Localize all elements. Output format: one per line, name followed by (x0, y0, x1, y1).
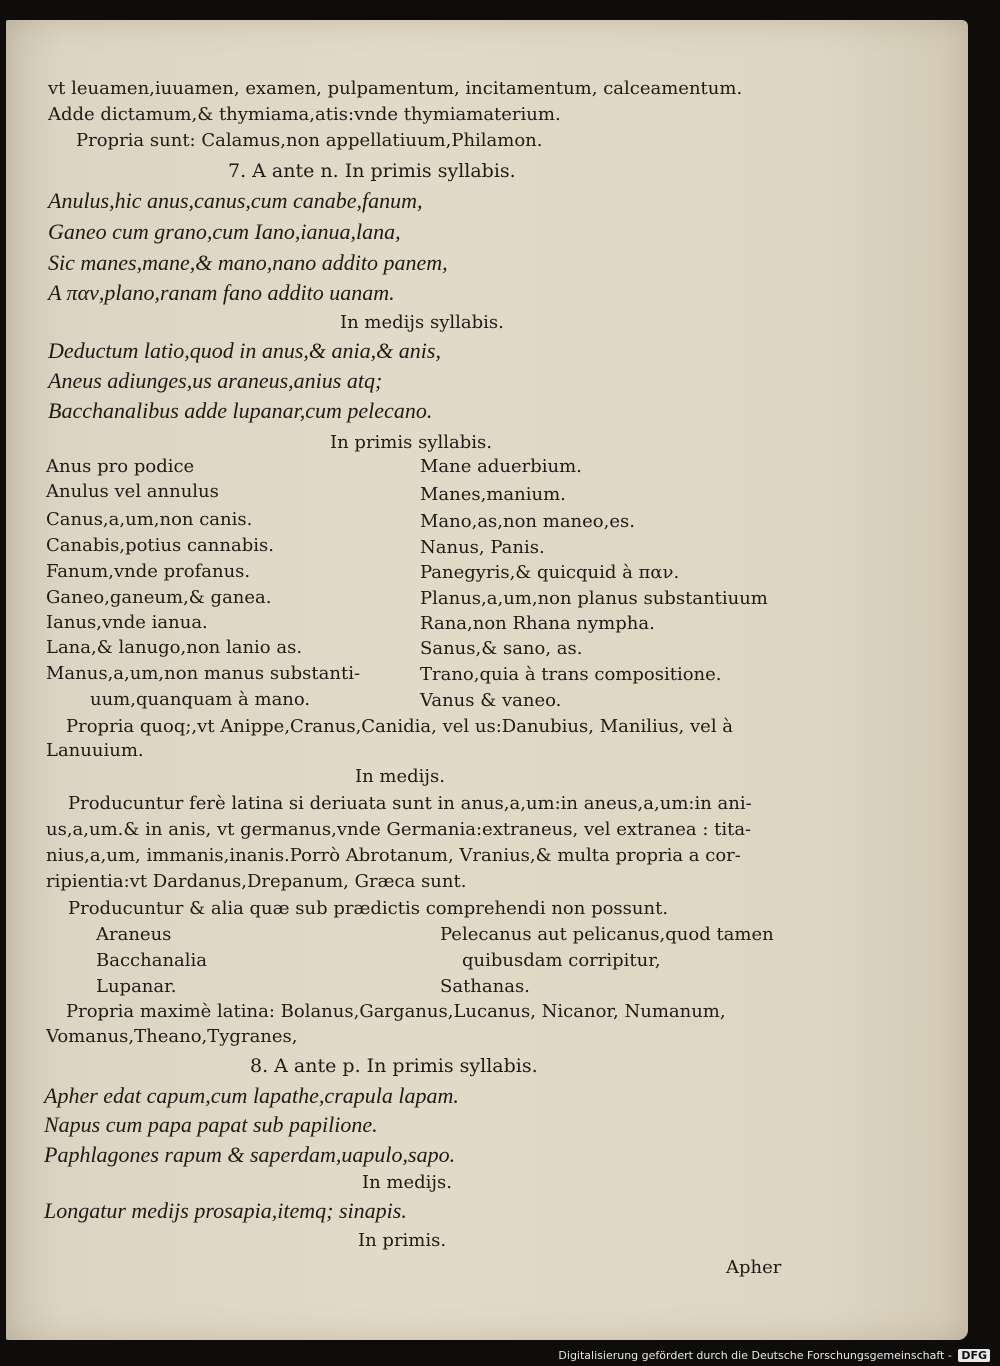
right-list-item: Rana,non Rhana nympha. (420, 613, 655, 634)
verse-line: Paphlagones rapum & saperdam,uapulo,sapo. (44, 1142, 456, 1167)
section-heading: 8. A ante p. In primis syllabis. (250, 1055, 538, 1077)
verse-line: Apher edat capum,cum lapathe,crapula lapam. (44, 1083, 459, 1108)
verse-line: A παν,plano,ranam fano addito uanam. (48, 280, 395, 305)
left-list-item: Canabis,potius cannabis. (46, 535, 274, 556)
footer-text: Digitalisierung gefördert durch die Deutsche Forschungsgemeinschaft - (558, 1349, 952, 1362)
left-list-item: Ianus,vnde ianua. (46, 612, 208, 633)
text-line: Lanuuium. (46, 740, 144, 761)
right-list-item: Planus,a,um,non planus substantiuum (420, 588, 768, 609)
text-line: Producuntur & alia quæ sub prædictis comprehendi non possunt. (68, 898, 669, 919)
right-list-item: Mano,as,non maneo,es. (420, 511, 635, 532)
left-list-item: Manus,a,um,non manus substanti- (46, 663, 361, 684)
left-list-item: uum,quanquam à mano. (90, 689, 311, 710)
text-line: vt leuamen,iuuamen, examen, pulpamentum, incitamentum, calceamentum. (48, 78, 743, 99)
right-list-item: Nanus, Panis. (420, 537, 545, 558)
digitization-footer (558, 1349, 990, 1362)
verse-line: Aneus adiunges,us araneus,anius atq; (48, 368, 383, 393)
verse-line: Ganeo cum grano,cum Iano,ianua,lana, (48, 219, 401, 244)
left-list-item: Ganeo,ganeum,& ganea. (46, 587, 272, 608)
right-list-item: Sathanas. (440, 976, 530, 997)
verse-line: Deductum latio,quod in anus,& ania,& anis, (48, 338, 441, 363)
verse-line: Anulus,hic anus,canus,cum canabe,fanum, (48, 188, 423, 213)
subheading: In primis. (358, 1230, 447, 1251)
right-list-item: Sanus,& sano, as. (420, 638, 583, 659)
text-line: Producuntur ferè latina si deriuata sunt in anus,a,um:in aneus,a,um:in ani- (68, 793, 752, 814)
left-list-item: Bacchanalia (96, 950, 208, 971)
section-heading: 7. A ante n. In primis syllabis. (228, 160, 516, 182)
right-list-item: Trano,quia à trans compositione. (420, 664, 722, 685)
right-list-item: Pelecanus aut pelicanus,quod tamen (440, 924, 774, 945)
text-line: us,a,um.& in anis, vt germanus,vnde Germania:extraneus, vel extranea : tita- (46, 819, 752, 840)
left-list-item: Lana,& lanugo,non lanio as. (46, 637, 303, 658)
verse-line: Sic manes,mane,& mano,nano addito panem, (48, 250, 448, 275)
subheading: In medijs syllabis. (340, 312, 504, 333)
right-list-item: Vanus & vaneo. (420, 690, 562, 711)
verse-line: Bacchanalibus adde lupanar,cum pelecano. (48, 398, 433, 423)
text-line: Propria sunt: Calamus,non appellatiuum,Philamon. (76, 130, 543, 151)
left-list-item: Canus,a,um,non canis. (46, 509, 253, 530)
right-list-item: Panegyris,& quicquid à παν. (420, 562, 680, 583)
right-list-item: Mane aduerbium. (420, 456, 582, 477)
left-list-item: Araneus (96, 924, 172, 945)
right-list-item: Manes,manium. (420, 484, 566, 505)
text-line: Propria quoq;,vt Anippe,Cranus,Canidia, vel us:Danubius, Manilius, vel à (66, 716, 734, 737)
left-list-item: Anus pro podice (46, 456, 195, 477)
text-line: Adde dictamum,& thymiama,atis:vnde thymiamaterium. (48, 104, 561, 125)
dfg-logo: DFG (958, 1349, 990, 1362)
right-list-item: quibusdam corripitur, (462, 950, 661, 971)
verse-line: Napus cum papa papat sub papilione. (44, 1112, 378, 1137)
catchword: Apher (726, 1257, 782, 1278)
text-line: ripientia:vt Dardanus,Drepanum, Græca sunt. (46, 871, 467, 892)
left-list-item: Fanum,vnde profanus. (46, 561, 251, 582)
left-list-item: Anulus vel annulus (46, 481, 219, 502)
subheading: In primis syllabis. (330, 432, 492, 453)
text-line: Propria maximè latina: Bolanus,Garganus,Lucanus, Nicanor, Numanum, (66, 1001, 726, 1022)
verse-line: Longatur medijs prosapia,itemq; sinapis. (44, 1198, 407, 1223)
subheading: In medijs. (355, 766, 445, 787)
text-line: nius,a,um, immanis,inanis.Porrò Abrotanum, Vranius,& multa propria a cor- (46, 845, 741, 866)
subheading: In medijs. (362, 1172, 452, 1193)
left-list-item: Lupanar. (96, 976, 177, 997)
text-line: Vomanus,Theano,Tygranes, (46, 1026, 298, 1047)
